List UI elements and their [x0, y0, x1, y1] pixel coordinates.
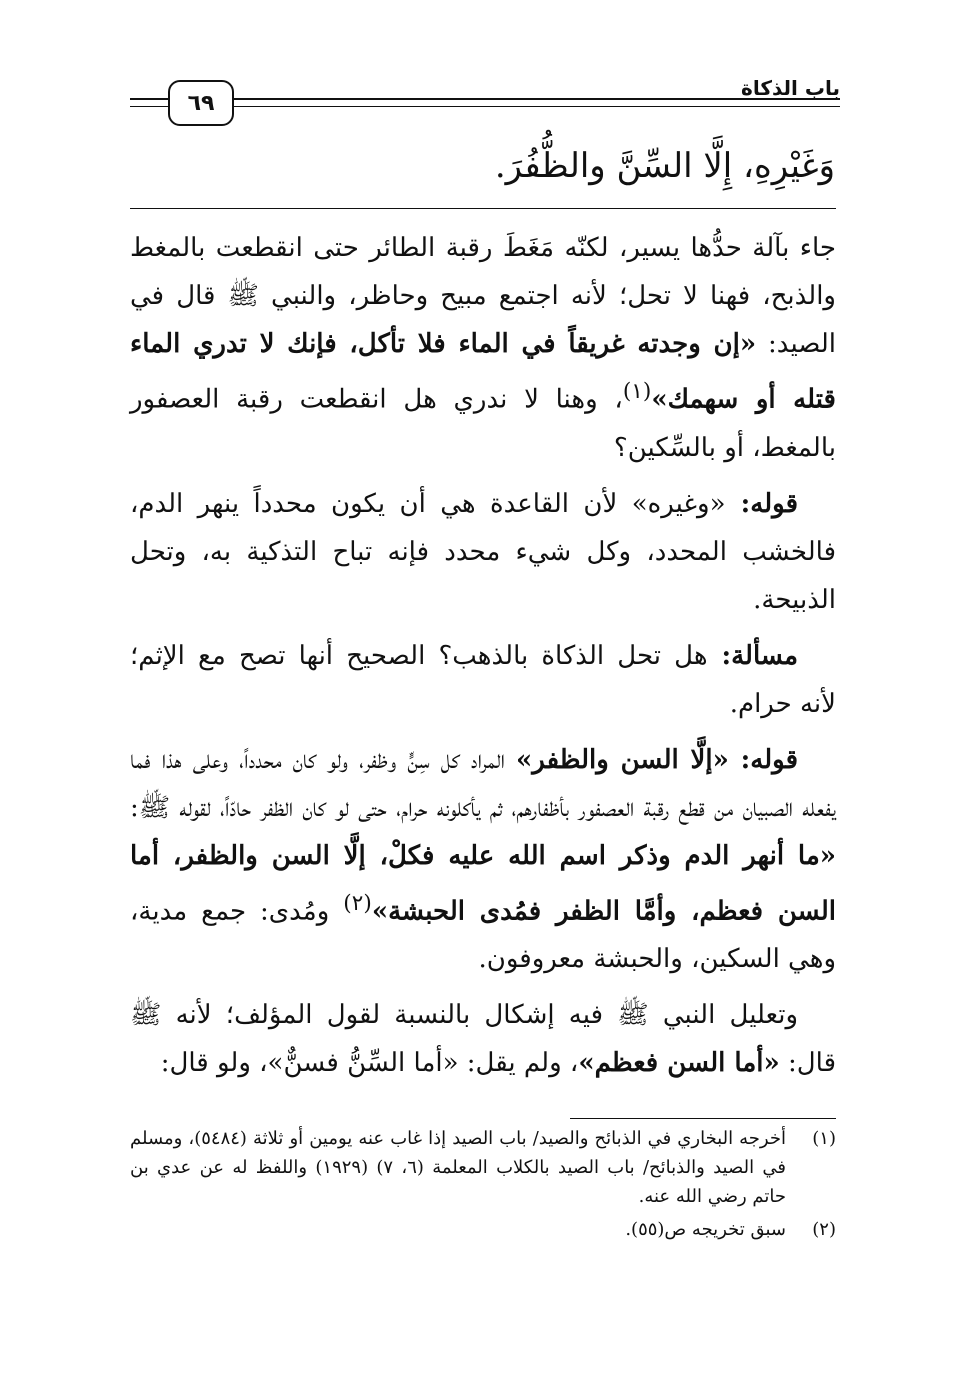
footnote-divider: [570, 1118, 836, 1119]
paragraph-text: المراد كل سِنٍّ وظفر، ولو كان محدداً، وعلى هذا فما يفعله الصبيان من قطع رقبة العصفور بأظفارهم، ثم يأكلونه حرام، حتى لو كان الظفر حادّاً، لقوله ﷺ:: [130, 744, 836, 823]
hadith-quote: «ما أنهر الدم وذكر اسم الله عليه فكلْ، إلَّا السن والظفر، أما السن فعظم، وأمَّا الظفر فمُدى الحبشة»: [130, 840, 836, 927]
chapter-title: باب الذكاة: [741, 76, 840, 100]
paragraph-text: هل تحل الذكاة بالذهب؟ الصحيح أنها تصح مع الإثم؛ لأنه حرام.: [130, 640, 836, 719]
matn-quote: «إلَّا السن والظفر»: [516, 744, 729, 775]
paragraph-1: [130, 224, 836, 472]
matn-text: وَغَيْرِهِ، إِلَّا السِّنَّ والظُّفُرَ.: [494, 146, 835, 186]
paragraph-text: ، وهنا لا ندري هل انقطعت رقبة العصفور بالمغط، أو بالسِّكين؟: [130, 384, 836, 463]
header-rule-top: [130, 98, 172, 100]
paragraph-text: وتعليل النبي ﷺ فيه إشكال بالنسبة لقول المؤلف؛ لأنه ﷺ قال:: [130, 1000, 836, 1079]
header-rule-bottom-right: [230, 106, 840, 107]
header-rule-top-right: [230, 98, 840, 100]
page-header: [130, 76, 840, 126]
paragraph-3: [130, 632, 836, 728]
paragraph-text: ومُدى: جمع مدية، وهي السكين، والحبشة معروفون.: [130, 896, 836, 975]
header-rule-bottom: [130, 106, 172, 107]
footnote-text: أخرجه البخاري في الذبائح والصيد/ باب الصيد إذا غاب عنه يومين أو ثلاثة (٥٤٨٤)، ومسلم في الصيد والذبائح/ باب الصيد بالكلاب المعلمة (٦، ٧) (١٩٢٩) واللفظ له عن عدي بن حاتم رضي الله عنه.: [130, 1128, 786, 1207]
footnote-number: (١): [812, 1128, 836, 1149]
page-number: ٦٩: [168, 80, 234, 126]
footnote-text: سبق تخريجه ص(٥٥).: [625, 1219, 786, 1240]
footnote-ref: (٢): [343, 890, 372, 916]
hadith-quote: «إن وجدته غريقاً في الماء فلا تأكل، فإنك لا تدري الماء قتله أو سهمك»: [130, 329, 836, 415]
footnotes: [130, 1124, 836, 1248]
paragraph-lead: مسألة:: [707, 640, 798, 671]
paragraph-4: [130, 736, 836, 984]
paragraph-lead: قوله:: [728, 744, 798, 775]
paragraph-2: [130, 480, 836, 624]
paragraph-text: جاء بآلة حدُّها يسير، لكنّه مَغَطَ رقبة الطائر حتى انقطعت بالمغط والذبح، فهنا لا تحل؛ لأنه اجتمع مبيح وحاظر، والنبي ﷺ قال في الصيد:: [130, 233, 836, 359]
footnote-number: (٢): [812, 1219, 836, 1240]
footnote: [130, 1124, 836, 1211]
footnote-ref: (١): [622, 379, 652, 404]
matn-divider: [130, 208, 836, 209]
paragraph-text: «وغيره» لأن القاعدة هي أن يكون محدداً ينهر الدم، فالخشب المحدد، وكل شيء محدد فإنه تباح التذكية به، وتحل الذبيحة.: [130, 488, 836, 615]
paragraph-lead: قوله:: [725, 488, 798, 519]
paragraph-text: ، ولم يقل: «أما السِّنُّ فسنٌّ»، ولو قال:: [160, 1048, 579, 1079]
paragraph-5: [130, 991, 836, 1087]
hadith-quote: «أما السن فعظم»: [578, 1048, 780, 1079]
commentary-body: [130, 224, 836, 1095]
footnote: [130, 1215, 836, 1244]
